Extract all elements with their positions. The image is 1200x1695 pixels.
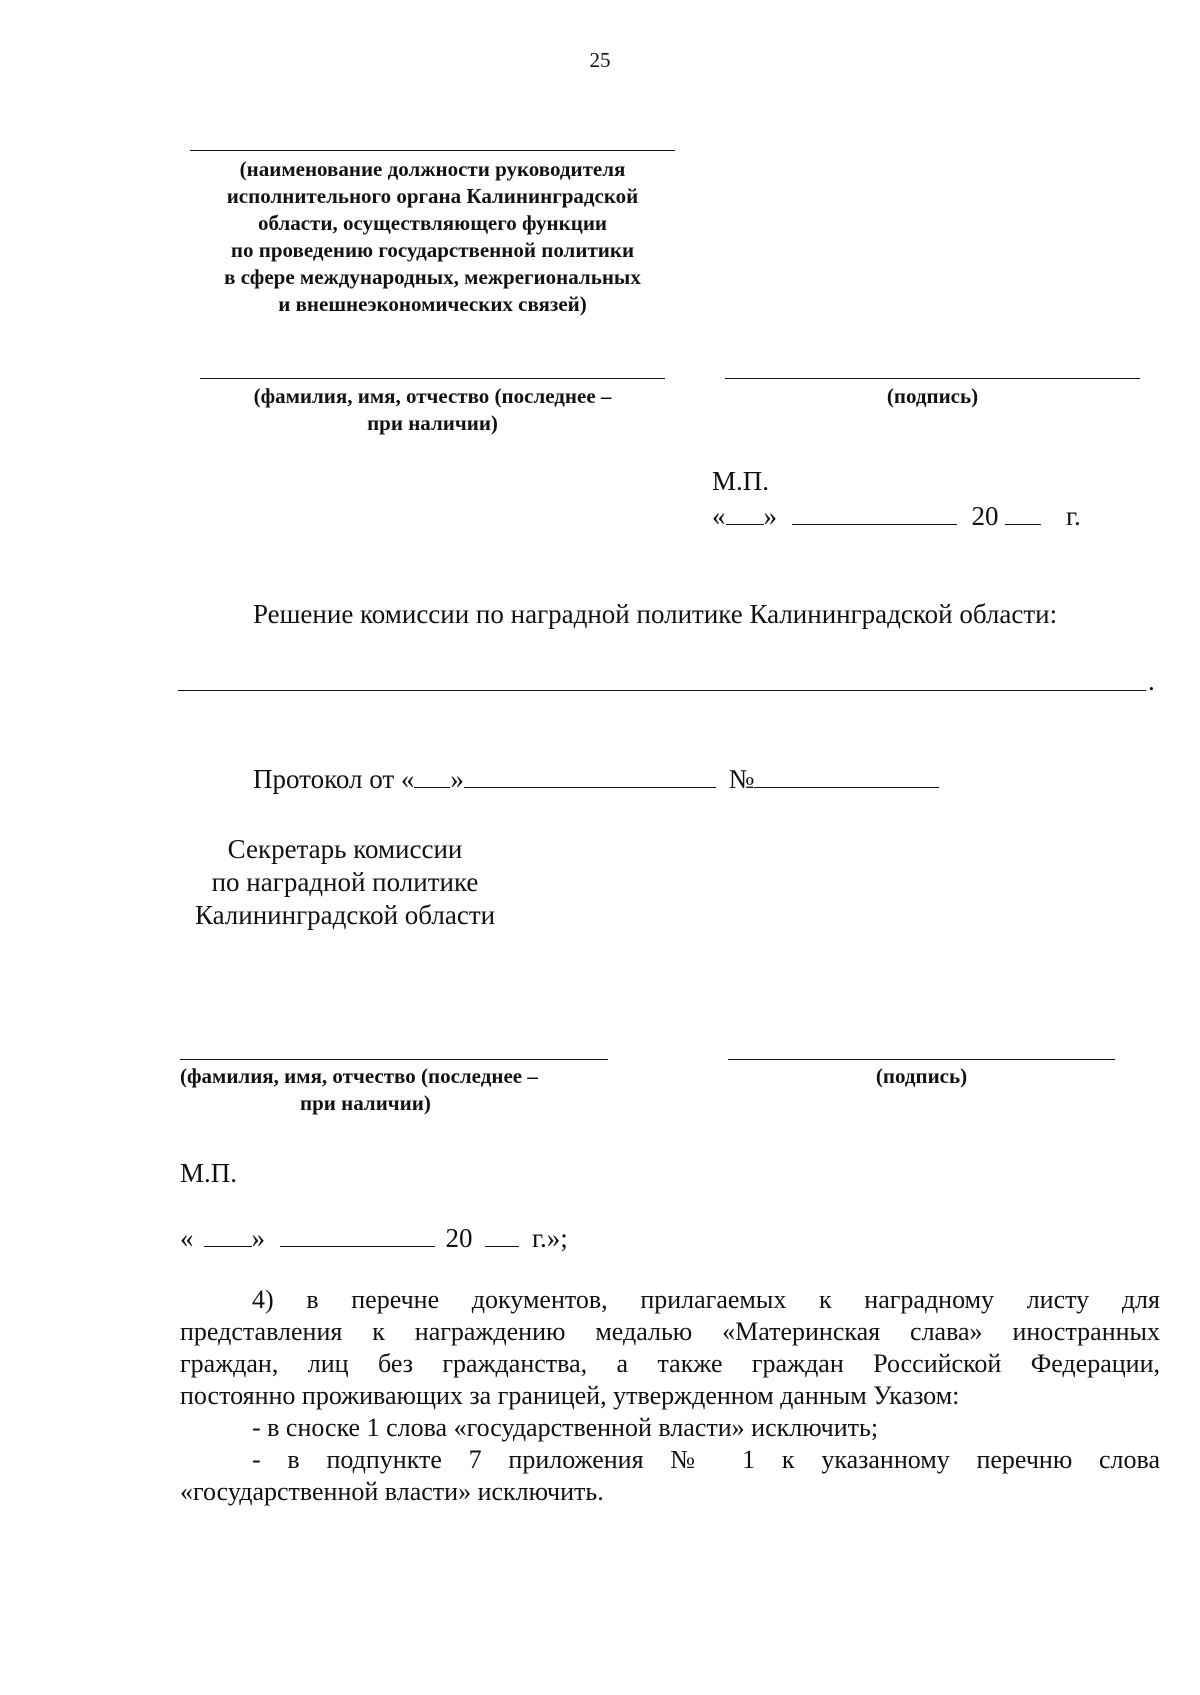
stamp-label: М.П. (712, 466, 770, 496)
caption-line: по проведению государственной политики (230, 238, 635, 262)
signature-underline (728, 1059, 1115, 1060)
name-underline (180, 1059, 608, 1060)
paragraph-line: постоянно проживающих за границей, утвержденном данным Указом: (180, 1381, 960, 1410)
bullet-line: - в сноске 1 слова «государственной власти» исключить; (252, 1413, 879, 1442)
caption-line: (фамилия, имя, отчество (последнее – (253, 384, 612, 408)
position-caption (160, 156, 705, 318)
paragraph-4 (180, 1284, 1160, 1508)
decision-end: . (1148, 666, 1155, 696)
name-caption (180, 1063, 640, 1117)
caption-line: в сфере международных, межрегиональных (224, 265, 641, 289)
protocol-row (253, 763, 939, 796)
month-blank (792, 502, 957, 525)
year-prefix: 20 (971, 501, 999, 531)
date-row (712, 500, 1081, 533)
stamp-label: М.П. (180, 1158, 238, 1188)
secretary-line: Калининградской области (194, 900, 496, 930)
signature-caption: (подпись) (875, 1064, 968, 1088)
year-prefix: 20 (445, 1223, 473, 1253)
quote-close: » (251, 1223, 265, 1253)
protocol-date-blank (464, 765, 716, 788)
bullet-line: - в подпункте 7 приложения № 1 к указанному перечню слова (252, 1445, 1160, 1474)
paragraph-line: 4) в перечне документов, прилагаемых к наградному листу для (252, 1285, 1160, 1314)
protocol-label: Протокол от « (253, 764, 415, 794)
year-suffix: г.»; (532, 1223, 568, 1253)
caption-line: области, осуществляющего функции (257, 211, 608, 235)
day-blank (204, 1224, 252, 1247)
decision-underline (178, 690, 1146, 691)
protocol-day-blank (414, 765, 450, 788)
secretary-line: по наградной политике (211, 867, 479, 897)
position-underline (190, 150, 675, 151)
secretary-line: Секретарь комиссии (227, 834, 463, 864)
year-blank (1005, 502, 1041, 525)
caption-line: (наименование должности руководителя (239, 157, 626, 181)
page-number: 25 (589, 48, 611, 72)
year-blank (485, 1224, 519, 1247)
name-underline (200, 378, 665, 379)
secretary-title (180, 833, 510, 932)
number-sign: № (728, 764, 755, 794)
year-suffix: г. (1066, 501, 1081, 531)
quote-close: » (763, 501, 777, 531)
caption-line: (фамилия, имя, отчество (последнее – (180, 1064, 538, 1088)
decision-label: Решение комиссии по наградной политике Калининградской области: (253, 599, 1058, 629)
caption-line: и внешнеэкономических связей) (278, 292, 587, 316)
caption-line: при наличии) (300, 1091, 431, 1115)
date-row (180, 1222, 568, 1255)
paragraph-line: граждан, лиц без гражданства, а также граждан Российской Федерации, (180, 1349, 1160, 1378)
protocol-number-blank (754, 765, 939, 788)
quote-open: « (712, 501, 726, 531)
name-caption (200, 383, 665, 437)
month-blank (280, 1224, 435, 1247)
quote-open: « (180, 1223, 194, 1253)
caption-line: при наличии) (367, 411, 498, 435)
signature-caption: (подпись) (886, 384, 979, 408)
quote-close: » (450, 764, 464, 794)
bullet-line: «государственной власти» исключить. (180, 1477, 604, 1506)
paragraph-line: представления к награждению медалью «Материнская слава» иностранных (180, 1317, 1160, 1346)
signature-underline (725, 378, 1140, 379)
caption-line: исполнительного органа Калининградской (226, 184, 639, 208)
day-blank (726, 502, 764, 525)
